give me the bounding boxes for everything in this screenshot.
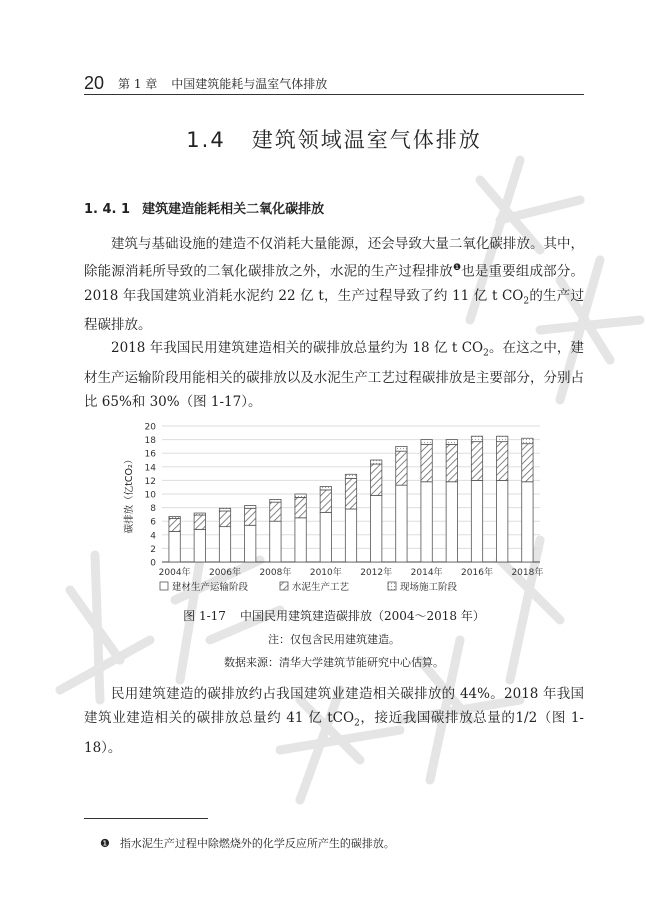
y-tick-label: 8 <box>150 504 156 515</box>
y-tick-label: 20 <box>144 422 156 433</box>
bar-series-construction-materials-2015 <box>446 482 457 562</box>
section-number: 1.4 <box>186 128 226 152</box>
y-tick-label: 0 <box>150 558 156 569</box>
figure-source: 数据来源：清华大学建筑节能研究中心估算。 <box>224 656 444 669</box>
y-tick-label: 16 <box>144 449 156 460</box>
figure-note: 注：仅包含民用建筑建造。 <box>268 633 400 646</box>
bar-series-cement-process-2005 <box>194 515 205 529</box>
p1-text-a: 建筑与基础设施的建造不仅消耗大量能源，还会导致大量二氧化碳排放。其中，除能源消耗所导致的二氧化碳排放之外，水泥的生产过程排放 <box>84 236 584 280</box>
bar-series-construction-materials-2004 <box>169 531 180 562</box>
bar-series-construction-materials-2017 <box>497 480 508 562</box>
bar-series-onsite-construction-2006 <box>219 508 230 511</box>
bar-series-onsite-construction-2017 <box>497 436 508 441</box>
bar-series-cement-process-2004 <box>169 518 180 531</box>
bar-series-onsite-construction-2012 <box>371 460 382 464</box>
y-tick-label: 12 <box>144 476 156 487</box>
p2-text-b: 。在这之中，建材生产运输阶段用能相关的碳排放以及水泥生产工艺过程碳排放是主要部分，分别占比 65%和 30%（图 1-17）。 <box>84 340 585 410</box>
bar-series-construction-materials-2010 <box>320 512 331 562</box>
bar-series-construction-materials-2006 <box>219 527 230 562</box>
bar-series-onsite-construction-2013 <box>396 446 407 451</box>
y-tick-label: 6 <box>150 517 156 528</box>
legend-swatch <box>280 582 288 590</box>
subsection-heading <box>84 198 324 217</box>
y-tick-label: 18 <box>144 436 156 447</box>
running-header <box>84 68 584 95</box>
figure-caption <box>0 607 668 624</box>
bar-series-cement-process-2012 <box>371 464 382 495</box>
x-tick-label: 2018年 <box>511 568 544 578</box>
bar-series-cement-process-2010 <box>320 490 331 512</box>
x-tick-label: 2010年 <box>309 568 342 578</box>
x-tick-label: 2008年 <box>259 568 292 578</box>
bar-series-onsite-construction-2011 <box>345 474 356 478</box>
bar-series-construction-materials-2016 <box>471 480 482 562</box>
bar-series-cement-process-2013 <box>396 451 407 485</box>
bar-series-onsite-construction-2015 <box>446 440 457 445</box>
bar-series-onsite-construction-2009 <box>295 494 306 497</box>
bar-series-onsite-construction-2007 <box>245 506 256 509</box>
bar-series-cement-process-2011 <box>345 478 356 509</box>
paragraph-2 <box>84 336 584 414</box>
bar-series-onsite-construction-2018 <box>522 438 533 443</box>
figure-title: 中国民用建筑建造碳排放（2004～2018 年） <box>239 609 485 623</box>
subsection-number: 1. 4. 1 <box>84 202 131 217</box>
bar-series-construction-materials-2012 <box>371 495 382 562</box>
p2-text-a: 2018 年我国民用建筑建造相关的碳排放总量约为 18 亿 t CO <box>111 340 484 356</box>
bar-series-construction-materials-2014 <box>421 482 432 562</box>
bar-series-cement-process-2008 <box>270 502 281 521</box>
section-heading <box>0 124 668 154</box>
y-tick-label: 2 <box>150 544 156 555</box>
footnote-ref: ❶ <box>452 263 462 273</box>
bar-series-onsite-construction-2010 <box>320 487 331 490</box>
legend-swatch <box>388 582 396 590</box>
footnote-text: 指水泥生产过程中除燃烧外的化学反应所产生的碳排放。 <box>119 837 395 850</box>
chapter-title: 中国建筑能耗与温室气体排放 <box>171 77 328 91</box>
y-tick-label: 10 <box>144 490 156 501</box>
legend-label: 建材生产运输阶段 <box>172 582 249 593</box>
bars <box>169 436 533 562</box>
bar-series-cement-process-2017 <box>497 442 508 481</box>
paragraph-1 <box>84 232 584 337</box>
y-tick-label: 14 <box>144 463 156 474</box>
bar-series-onsite-construction-2005 <box>194 513 205 515</box>
x-tick-label: 2016年 <box>461 568 493 578</box>
y-tick-label: 4 <box>150 531 156 542</box>
x-tick-label: 2012年 <box>360 568 393 578</box>
stacked-bar-chart <box>120 420 548 598</box>
paragraph-3 <box>84 682 584 760</box>
y-axis-label: 碳排放（亿tCO₂） <box>124 454 135 534</box>
footnote <box>100 835 395 851</box>
p3-text-b: ，接近我国碳排放总量的1/2（图 1-18）。 <box>84 710 584 756</box>
bar-series-cement-process-2014 <box>421 444 432 481</box>
legend-label: 水泥生产工艺 <box>292 582 350 593</box>
bar-series-construction-materials-2007 <box>245 525 256 562</box>
p3-text-a: 民用建筑建造的碳排放约占我国建筑业建造相关碳排放的 44%。2018 年我国建筑业建造相关的碳排放总量约 41 亿 tCO <box>84 686 584 726</box>
bar-series-construction-materials-2008 <box>270 521 281 562</box>
bar-series-onsite-construction-2008 <box>270 499 281 502</box>
page-number: 20 <box>84 73 105 93</box>
bar-series-construction-materials-2005 <box>194 529 205 562</box>
legend-label: 现场施工阶段 <box>400 582 458 593</box>
bar-series-construction-materials-2011 <box>345 509 356 562</box>
bar-series-cement-process-2007 <box>245 508 256 525</box>
bar-series-cement-process-2015 <box>446 444 457 481</box>
subsection-title: 建筑建造能耗相关二氧化碳排放 <box>142 202 325 217</box>
footnote-separator <box>84 818 208 819</box>
x-tick-label: 2014年 <box>410 568 443 578</box>
bar-series-onsite-construction-2004 <box>169 516 180 518</box>
bar-series-construction-materials-2009 <box>295 518 306 562</box>
p1-text-c: 的生产过程碳排放。 <box>84 287 585 334</box>
p1-subscript: 2 <box>523 296 530 307</box>
p1-text-b: 也是重要组成部分。2018 年我国建筑业消耗水泥约 22 亿 t，生产过程导致了约 11 亿 t CO <box>84 263 585 304</box>
bar-series-cement-process-2018 <box>522 444 533 482</box>
p3-subscript: 2 <box>354 718 360 729</box>
x-tick-label: 2004年 <box>158 568 191 578</box>
x-tick-label: 2006年 <box>209 568 241 578</box>
legend <box>160 581 458 593</box>
bar-series-cement-process-2006 <box>219 511 230 527</box>
chapter-label: 第 1 章 <box>118 77 158 91</box>
footnote-mark: ❶ <box>100 837 110 850</box>
bar-series-construction-materials-2018 <box>522 482 533 562</box>
bar-series-cement-process-2016 <box>471 442 482 481</box>
legend-swatch <box>160 582 168 590</box>
figure-number: 图 1-17 <box>183 609 226 623</box>
figure-chart <box>120 420 548 598</box>
bar-series-onsite-construction-2014 <box>421 440 432 445</box>
bar-series-construction-materials-2013 <box>396 485 407 562</box>
bar-series-cement-process-2009 <box>295 497 306 517</box>
bar-series-onsite-construction-2016 <box>471 436 482 441</box>
section-title: 建筑领域温室气体排放 <box>251 128 482 152</box>
p2-subscript: 2 <box>483 348 489 359</box>
